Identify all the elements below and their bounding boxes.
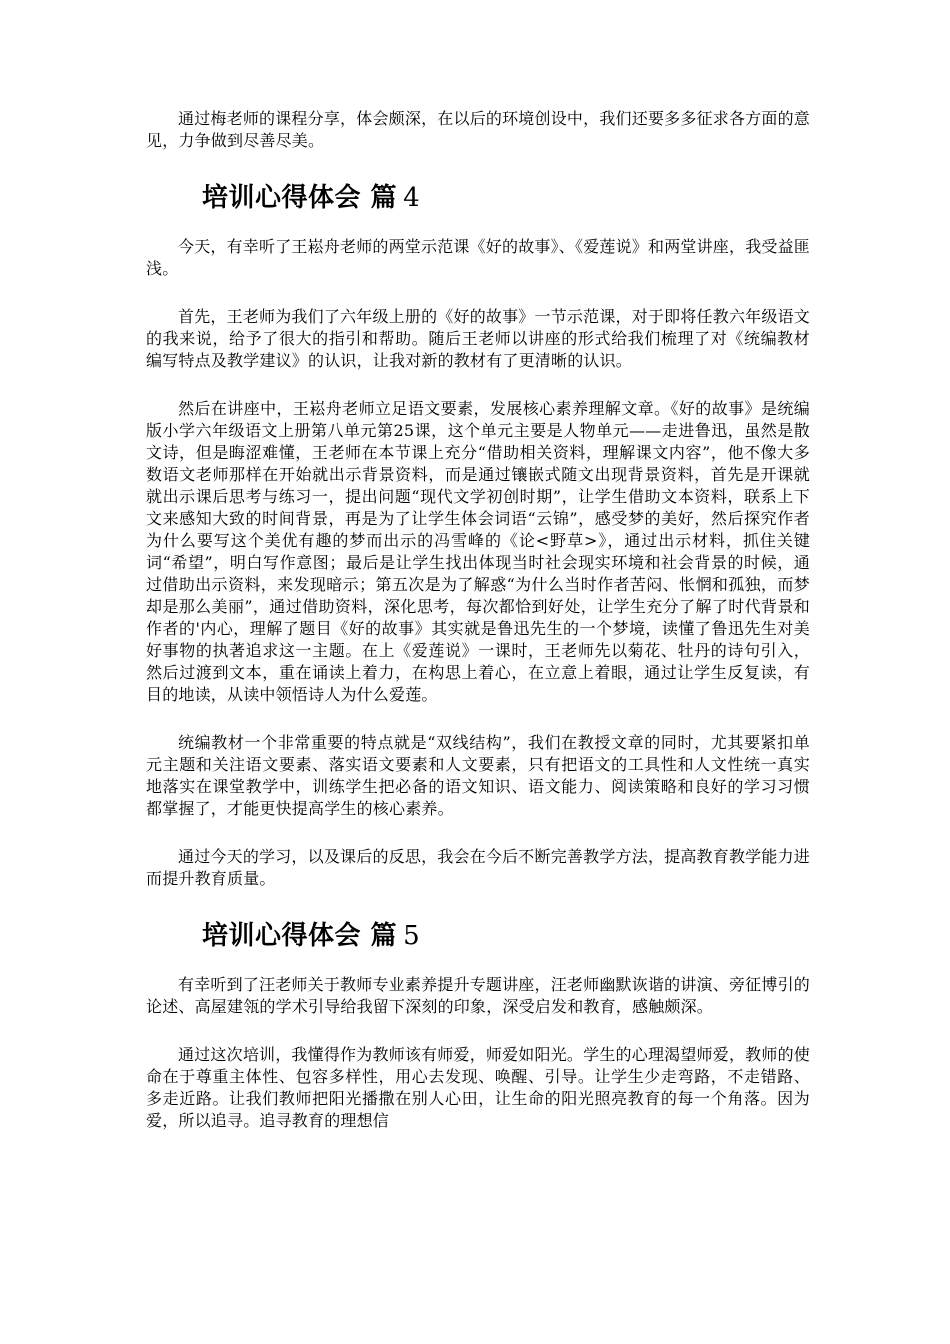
section-4-paragraph-4: 统编教材一个非常重要的特点就是“双线结构”，我们在教授文章的同时，尤其要紧扣单元主题和关注语文要素、落实语文要素和人文要素，只有把语文的工具性和人文性统一真实地落实在课堂教学中，训练学生把必备的语文知识、语文能力、阅读策略和良好的学习习惯都掌握了，才能更快提高学生的核心素养。 bbox=[146, 733, 810, 818]
section-4-heading bbox=[202, 178, 810, 218]
section-5-number: 5 bbox=[403, 921, 421, 951]
section-5-title: 培训心得体会 篇 bbox=[202, 921, 398, 951]
section-5-paragraph-2: 通过这次培训，我懂得作为教师该有师爱，师爱如阳光。学生的心理渴望师爱，教师的使命在于尊重主体性、包容多样性，用心去发现、唤醒、引导。让学生少走弯路，不走错路、多走近路。让我们教师把阳光播撒在别人心田，让生命的阳光照亮教育的每一个角落。因为爱，所以追寻。追寻教育的理想信 bbox=[146, 1045, 810, 1130]
section-4-number: 4 bbox=[403, 183, 421, 213]
section-4-title: 培训心得体会 篇 bbox=[202, 183, 398, 213]
section-4-paragraph-2: 首先，王老师为我们了六年级上册的《好的故事》一节示范课，对于即将任教六年级语文的我来说，给予了很大的指引和帮助。随后王老师以讲座的形式给我们梳理了对《统编教材编写特点及教学建议》的认识，让我对新的教材有了更清晰的认识。 bbox=[146, 307, 810, 370]
section-5-heading bbox=[202, 916, 810, 956]
section-4-paragraph-1: 今天，有幸听了王崧舟老师的两堂示范课《好的故事》、《爱莲说》和两堂讲座，我受益匪浅。 bbox=[146, 237, 811, 278]
document-body bbox=[146, 108, 810, 1158]
section-4-paragraph-5: 通过今天的学习，以及课后的反思，我会在今后不断完善教学方法，提高教育教学能力进而提升教育质量。 bbox=[146, 847, 810, 888]
section-5-paragraph-1: 有幸听到了汪老师关于教师专业素养提升专题讲座，汪老师幽默诙谐的讲演、旁征博引的论述、高屋建瓴的学术引导给我留下深刻的印象，深受启发和教育，感触颇深。 bbox=[146, 975, 810, 1016]
intro-paragraph: 通过梅老师的课程分享，体会颇深，在以后的环境创设中，我们还要多多征求各方面的意见，力争做到尽善尽美。 bbox=[146, 109, 810, 150]
section-4-paragraph-3: 然后在讲座中，王崧舟老师立足语文要素，发展核心素养理解文章。《好的故事》是统编版小学六年级语文上册第八单元第25课，这个单元主要是人物单元——走进鲁迅，虽然是散文诗，但是晦涩难懂，王老师在本节课上充分“借助相关资料，理解课文内容”，他不像大多数语文老师那样在开始就出示背景资料，而是通过镶嵌式随文出现背景资料，首先是开课就就出示课后思考与练习一，提出问题“现代文学初创时期”，让学生借助文本资料，联系上下文来感知大致的时间背景，再是为了让学生体会词语“云锦”，感受梦的美好，然后探究作者为什么要写这个美优有趣的梦而出示的冯雪峰的《论<野草>》，通过出示材料，抓住关键词“希望”，明白写作意图；最后是让学生找出体现当时社会现实环境和社会背景的时候，通过借助出示资料，来发现暗示；第五次是为了解惑“为什么当时作者苦闷、怅惘和孤独，而梦却是那么美丽”，通过借助资料，深化思考，每次都恰到好处，让学生充分了解了时代背景和作者的'内心，理解了题目《好的故事》其实就是鲁迅先生的一个梦境，读懂了鲁迅先生对美好事物的执著追求这一主题。在上《爱莲说》一课时，王老师先以菊花、牡丹的诗句引入，然后过渡到文本，重在诵读上着力，在构思上着心，在立意上着眼，通过让学生反复读，有目的地读，从读中领悟诗人为什么爱莲。 bbox=[146, 399, 810, 704]
